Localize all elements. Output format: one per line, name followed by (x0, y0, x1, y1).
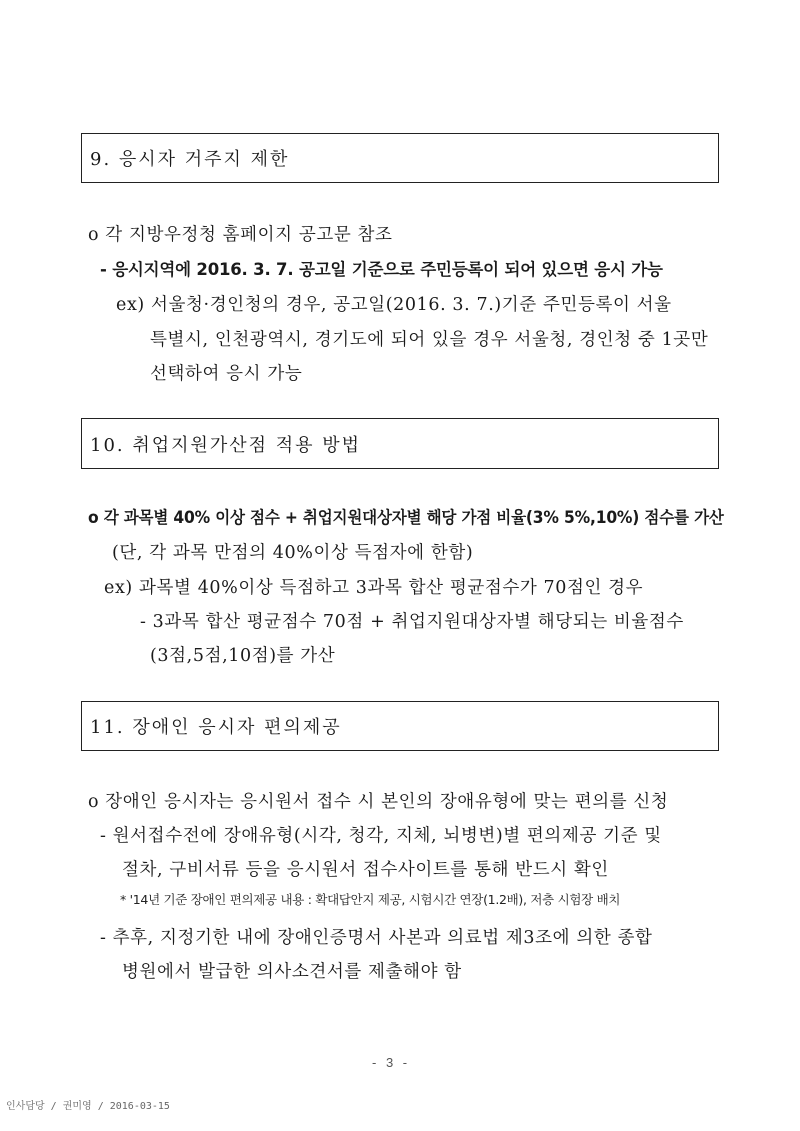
section-9-line-1: o 각 지방우정청 홈페이지 공고문 참조 (88, 225, 393, 245)
page-number: - 3 - (372, 1055, 411, 1070)
section-11-line-5: 병원에서 발급한 의사소견서를 제출해야 함 (122, 962, 462, 982)
section-11-footnote: * '14년 기준 장애인 편의제공 내용 : 확대답안지 제공, 시험시간 연장(1.2배), 저층 시험장 배치 (120, 892, 621, 907)
section-9-line-3: ex) 서울청·경인청의 경우, 공고일(2016. 3. 7.)기준 주민등록이 서울 (116, 295, 672, 315)
section-11-title: 11. 장애인 응시자 편의제공 (90, 717, 342, 738)
section-11-header-box (81, 701, 719, 751)
section-10-line-1: o 각 과목별 40% 이상 점수 + 취업지원대상자별 해당 가점 비율(3% 5%,10%) 점수를 가산 (88, 508, 724, 527)
section-11-line-1: o 장애인 응시자는 응시원서 접수 시 본인의 장애유형에 맞는 편의를 신청 (88, 792, 669, 812)
footer-meta: 인사담당 / 권미영 / 2016-03-15 (6, 1101, 170, 1112)
section-11-line-3: 절차, 구비서류 등을 응시원서 접수사이트를 통해 반드시 확인 (122, 860, 609, 880)
section-10-header-box (81, 418, 719, 469)
section-10-line-4: - 3과목 합산 평균점수 70점 + 취업지원대상자별 해당되는 비율점수 (140, 612, 684, 632)
section-9-line-5: 선택하여 응시 가능 (150, 364, 303, 384)
section-11-line-4: - 추후, 지정기한 내에 장애인증명서 사본과 의료법 제3조에 의한 종합 (100, 928, 653, 948)
section-10-line-2: (단, 각 과목 만점의 40%이상 득점자에 한함) (112, 543, 474, 563)
section-10-line-3: ex) 과목별 40%이상 득점하고 3과목 합산 평균점수가 70점인 경우 (104, 578, 644, 598)
section-9-line-2: - 응시지역에 2016. 3. 7. 공고일 기준으로 주민등록이 되어 있으면 응시 가능 (100, 260, 663, 279)
section-9-line-4: 특별시, 인천광역시, 경기도에 되어 있을 경우 서울청, 경인청 중 1곳만 (150, 330, 709, 350)
section-10-line-5: (3점,5점,10점)를 가산 (150, 646, 336, 666)
section-9-title: 9. 응시자 거주지 제한 (90, 149, 290, 170)
section-9-header-box (81, 133, 719, 183)
section-11-line-2: - 원서접수전에 장애유형(시각, 청각, 지체, 뇌병변)별 편의제공 기준 및 (100, 826, 662, 846)
section-10-title: 10. 취업지원가산점 적용 방법 (90, 434, 362, 456)
